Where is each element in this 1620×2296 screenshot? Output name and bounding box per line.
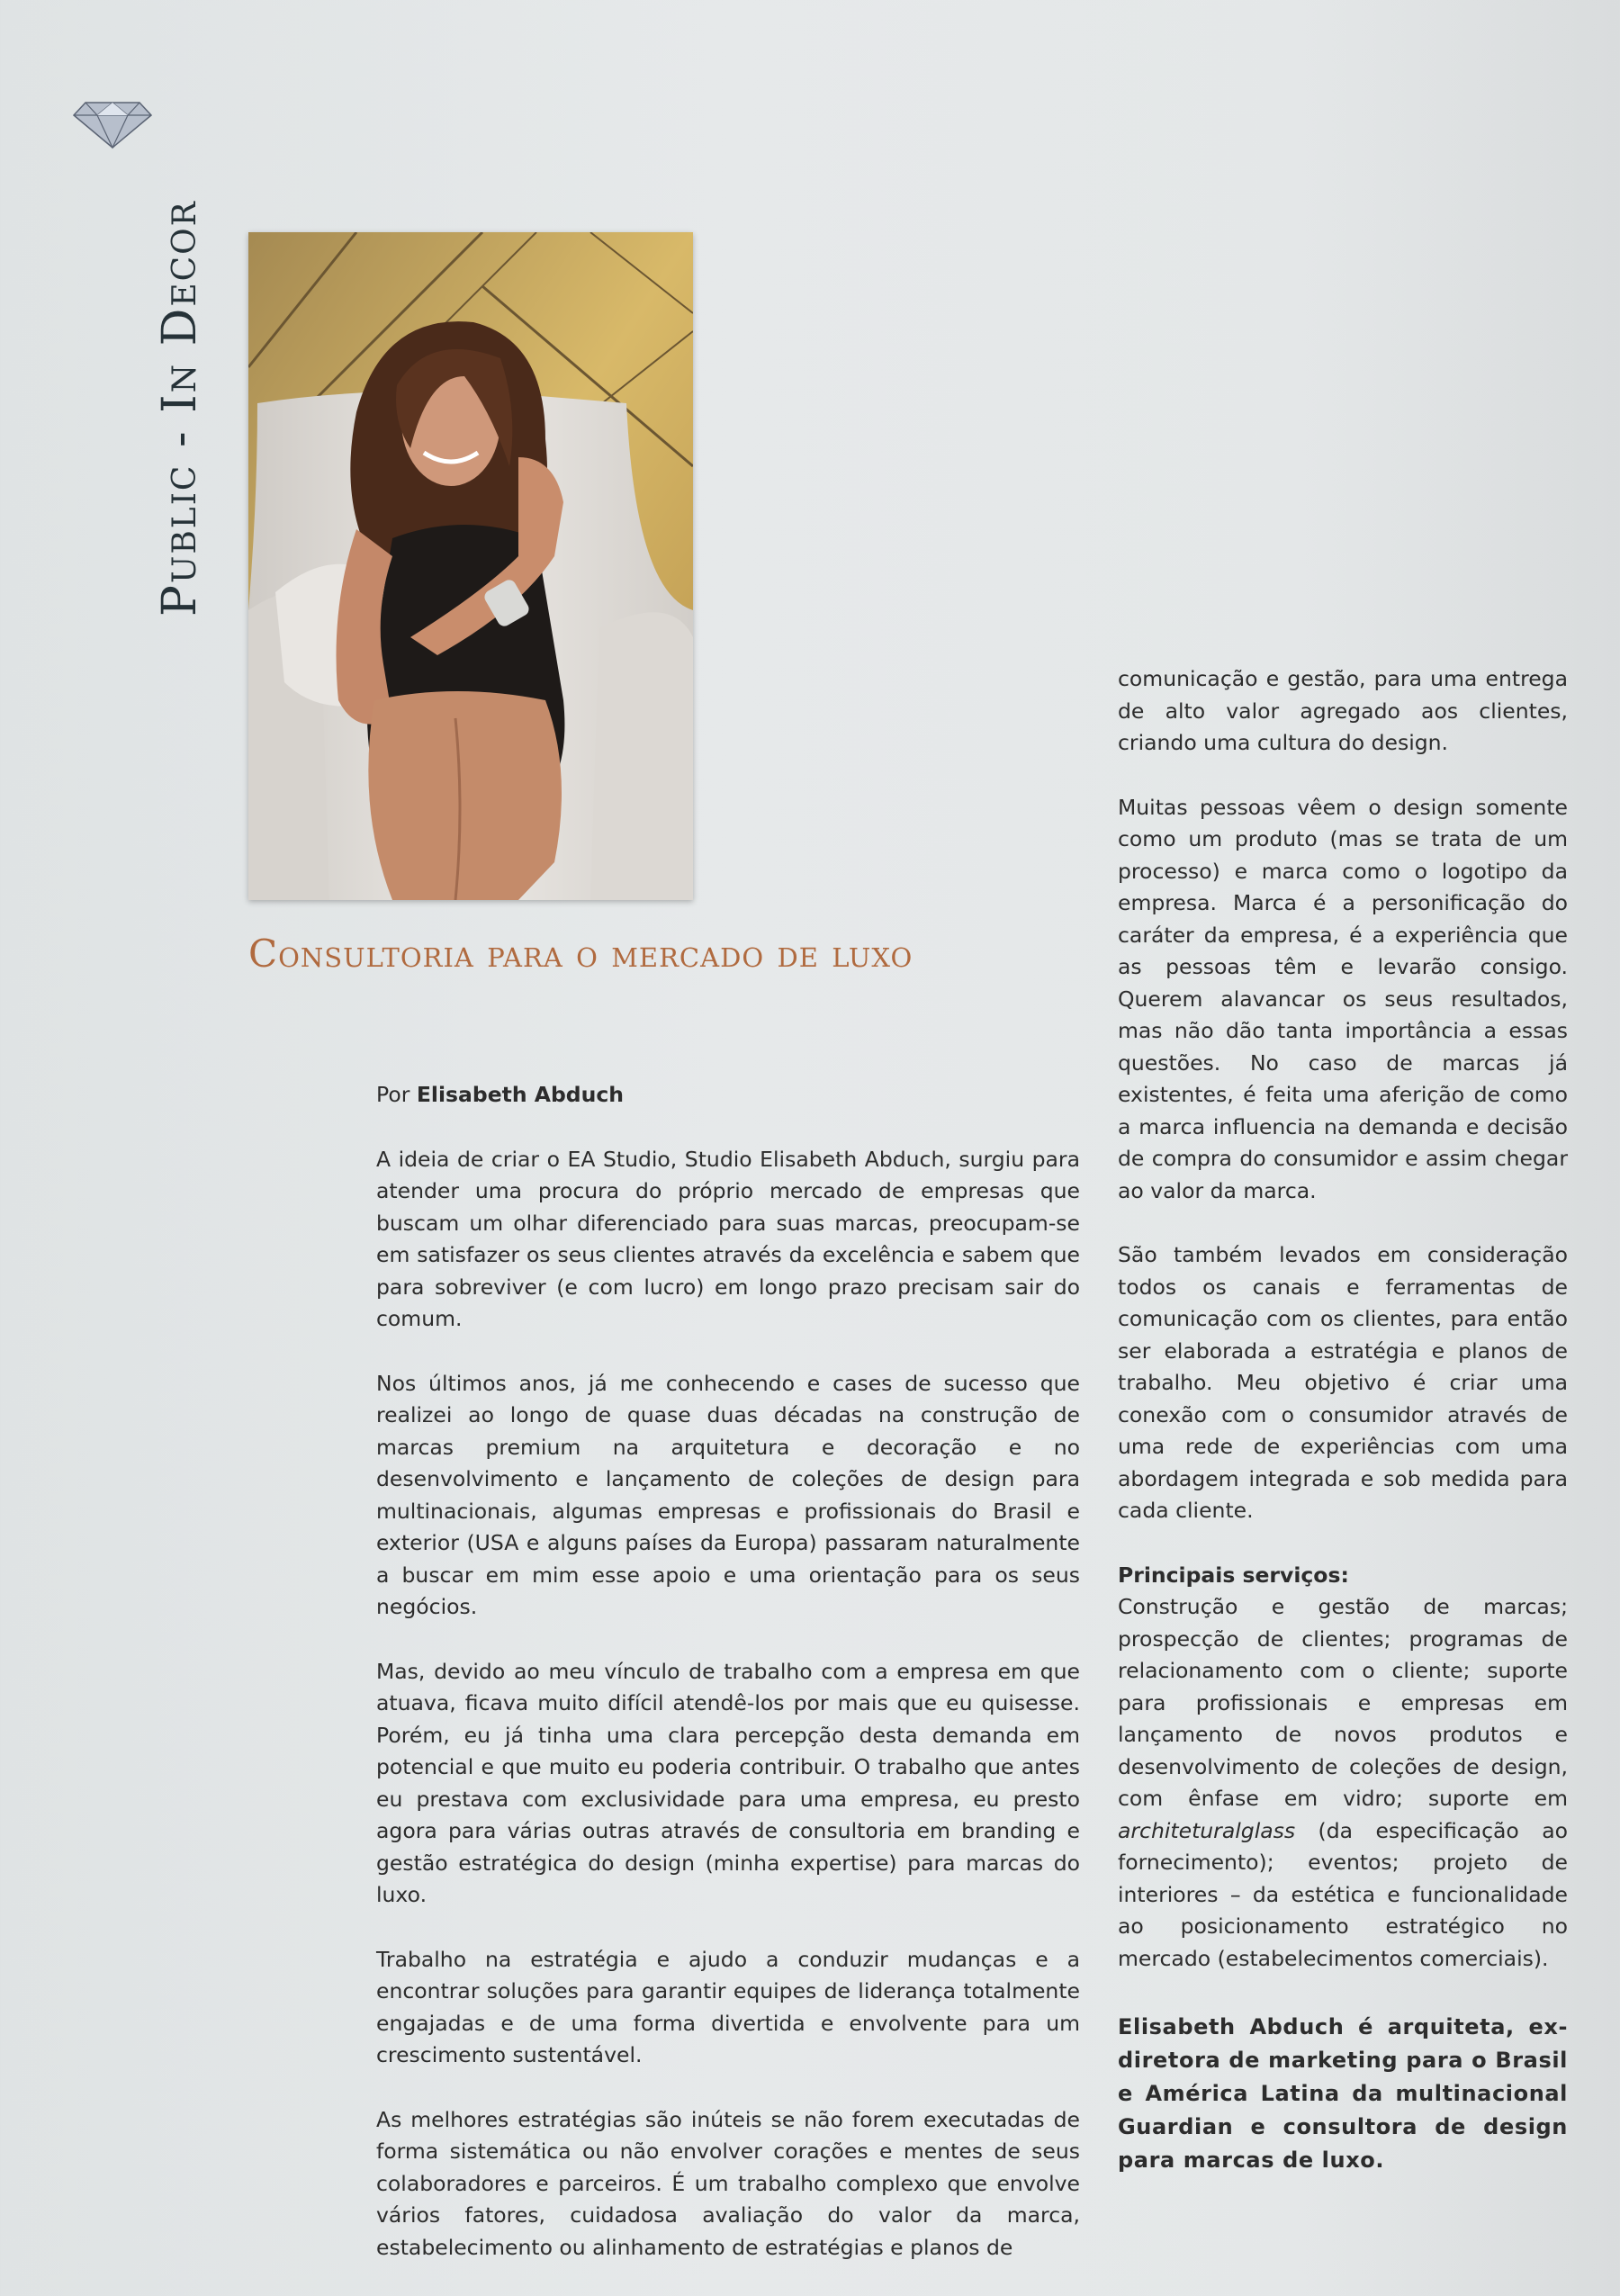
paragraph: São também levados em consideração todos os canais e ferramentas de comunicação com os clientes, para então ser elaborada a estratégia e planos de trabalho. Meu objetivo é criar uma conexão com o consumidor através de uma rede de experiências com uma abordagem integrada e sob medida para cada cliente.: [1118, 1242, 1568, 1523]
paragraph: Mas, devido ao meu vínculo de trabalho com a empresa em que atuava, ficava muito difícil atendê-los por mais que eu quisesse. Porém, eu já tinha uma clara percepção desta demanda em potencial e que muito eu poderia contribuir. O trabalho que antes eu prestava com exclusividade para uma empresa, eu presto agora para várias outras através de consultoria em branding e gestão estratégica do design (minha expertise) para marcas do luxo.: [376, 1658, 1080, 1907]
services-text: Construção e gestão de marcas; prospecção de clientes; programas de relacionamento com o cliente; suporte para profissionais e empresas em lançamento de novos produtos e desenvolvimento de coleções de design, com ênfase em vidro; suporte em: [1118, 1594, 1568, 1811]
services-text-end: (da especificação ao fornecimento); eventos; projeto de interiores – da estética e funcionalidade ao posicionamento estratégico no mercado (estabelecimentos comerciais).: [1118, 1817, 1568, 1971]
services-title: Principais serviços:: [1118, 1562, 1349, 1588]
article-column-2: [1118, 663, 1568, 2210]
byline: [376, 1079, 1080, 1112]
magazine-brand-text: Public - In Decor: [153, 200, 207, 617]
portrait-illustration: [248, 232, 693, 900]
services-paragraph: [1118, 1591, 1568, 1975]
paragraph: Trabalho na estratégia e ajudo a conduzir mudanças e a encontrar soluções para garantir equipes de liderança totalmente engajadas e de uma forma divertida e envolvente para um crescimento sustentável.: [376, 1946, 1080, 2067]
paragraph: Nos últimos anos, já me conhecendo e cases de sucesso que realizei ao longo de quase duas décadas na construção de marcas premium na arquitetura e decoração e no desenvolvimento e lançamento de coleções de design para multinacionais, algumas empresas e profissionais do Brasil e exterior (USA e alguns países da Europa) passaram naturalmente a buscar em mim esse apoio e uma orientação para os seus negócios.: [376, 1370, 1080, 1619]
author-name: Elisabeth Abduch: [416, 1082, 624, 1107]
magazine-brand: [63, 99, 207, 617]
paragraph: A ideia de criar o EA Studio, Studio Elisabeth Abduch, surgiu para atender uma procura do próprio mercado de empresas que buscam um olhar diferenciado para suas marcas, preocupam-se em satisfazer os seus clientes através da excelência e sabem que para sobreviver (e com lucro) em longo prazo precisam sair do comum.: [376, 1146, 1080, 1331]
services-italic-term: architeturalglass: [1118, 1817, 1296, 1843]
portrait-photo: [248, 232, 693, 900]
diamond-icon: [72, 99, 153, 149]
byline-prefix: Por: [376, 1082, 410, 1107]
article-title: Consultoria para o mercado de luxo: [248, 932, 914, 976]
article-column-1: [376, 1079, 1080, 2296]
paragraph: As melhores estratégias são inúteis se não forem executadas de forma sistemática ou não envolver corações e mentes de seus colaboradores e parceiros. É um trabalho complexo que envolve vários fatores, cuidadosa avaliação do valor da marca, estabelecimento ou alinhamento de estratégias e planos de: [376, 2106, 1080, 2260]
paragraph: comunicação e gestão, para uma entrega de alto valor agregado aos clientes, criando uma cultura do design.: [1118, 666, 1568, 755]
paragraph: Muitas pessoas vêem o design somente como um produto (mas se trata de um processo) e marca como o logotipo da empresa. Marca é a personificação do caráter da empresa, é a experiência que as pessoas têm e levarão consigo. Querem alavancar os seus resultados, mas não dão tanta importância a essas questões. No caso de marcas já existentes, é feita uma aferição de como a marca influencia na demanda e decisão de compra do consumidor e assim chegar ao valor da marca.: [1118, 794, 1568, 1203]
author-bio: Elisabeth Abduch é arquiteta, ex-diretora de marketing para o Brasil e América Latina da multinacional Guardian e consultora de design para marcas de luxo.: [1118, 2014, 1568, 2173]
